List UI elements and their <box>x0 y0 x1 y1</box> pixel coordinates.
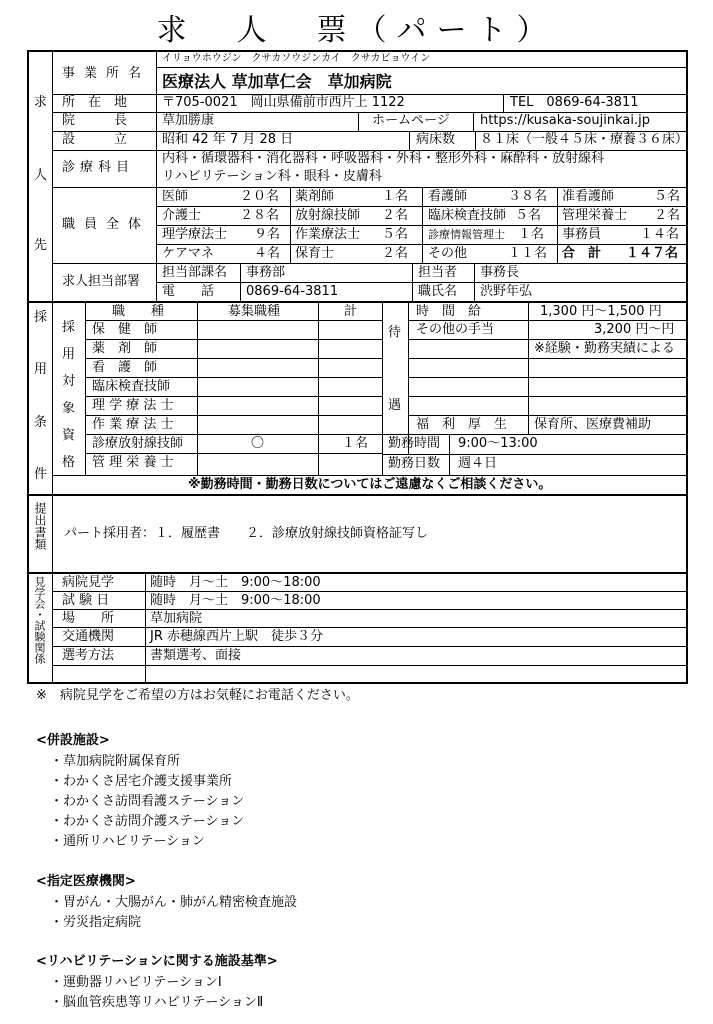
staff-count: １名 <box>382 189 409 204</box>
job-row: 保 健 師 <box>92 322 158 337</box>
list-item: ・通所リハビリテーション <box>50 834 205 849</box>
visit-label: 病院見学 <box>62 575 115 590</box>
side-label-taisho-5: 資 <box>62 428 76 443</box>
staff-count: ５名 <box>654 189 681 204</box>
rehab-heading: <リハビリテーションに関する施設基準> <box>36 954 278 969</box>
staff-count: １４名 <box>640 227 680 242</box>
visit-value: 草加病院 <box>150 611 203 626</box>
visit-value: JR 赤穂線西片上駅 徒歩３分 <box>150 629 323 644</box>
job-row: 薬 剤 師 <box>92 341 158 356</box>
days-label: 勤務日数 <box>388 456 441 471</box>
staff-name: 理学療法士 <box>162 227 228 242</box>
allowance-label: その他の手当 <box>416 322 495 337</box>
welfare-label: 福 利 厚 生 <box>416 417 508 432</box>
office-name-label: 事業所名 <box>62 66 151 81</box>
staff-count: １１名 <box>508 246 548 261</box>
staff-name: 医師 <box>162 189 189 204</box>
treatment-char-2: 遇 <box>388 398 402 413</box>
side-label-saiyo-4: 件 <box>34 467 48 482</box>
beds: ８１床（一般４５床・療養３６床） <box>480 132 689 147</box>
office-kana: イリョウホウジン クサカソウジンカイ クサカビョウイン <box>162 53 431 64</box>
staff-name: 診療情報管理士 <box>428 228 505 241</box>
designated-heading: <指定医療機関> <box>36 874 136 889</box>
job-row: 作 業 療 法 士 <box>92 417 174 432</box>
staff-count: ２名 <box>382 208 409 223</box>
staff-count: ５名 <box>515 208 542 223</box>
staff-count: ２０名 <box>240 189 280 204</box>
hours: 9:00～13:00 <box>458 436 538 451</box>
contact-dept-label: 担当部課名 <box>162 265 228 280</box>
job-row: 管 理 栄 養 士 <box>92 455 174 470</box>
col-job-header: 職 種 <box>112 304 165 319</box>
staff-label: 職員全体 <box>62 217 151 232</box>
visit-label: 選考方法 <box>62 648 115 663</box>
staff-count: ２名 <box>382 246 409 261</box>
visit-label: 場 所 <box>62 611 115 626</box>
job-row: 臨床検査技師 <box>92 379 171 394</box>
page-title: 求 人 票（パート） <box>156 13 557 48</box>
visit-value: 随時 月～土 9:00～18:00 <box>150 593 321 608</box>
director: 草加勝康 <box>162 113 215 128</box>
staff-name: 放射線技師 <box>295 208 361 223</box>
staff-count: ５名 <box>382 227 409 242</box>
staff-name: 看護師 <box>428 189 468 204</box>
side-label-taisho-6: 格 <box>62 455 76 470</box>
homepage-link[interactable]: https://kusaka-soujinkai.jp <box>480 113 650 128</box>
staff-name: その他 <box>428 246 468 261</box>
contact-tel-label: 電 話 <box>162 284 215 299</box>
staff-count: １名 <box>518 227 545 242</box>
staff-total: １４７名 <box>626 246 679 261</box>
staff-count: ２８名 <box>240 208 280 223</box>
side-label-documents: 提出書類 <box>33 502 47 550</box>
welfare: 保育所、医療費補助 <box>534 417 652 432</box>
side-label-saiyo-3: 条 <box>34 415 48 430</box>
staff-name: 介護士 <box>162 208 202 223</box>
wage: 1,300 円～1,500 円 <box>540 304 662 319</box>
departments-label: 診療科目 <box>62 160 135 175</box>
side-label-saiyo-2: 用 <box>34 362 48 377</box>
side-label-taisho-1: 採 <box>62 320 76 335</box>
side-label-kyujin-1: 求 <box>34 95 48 110</box>
list-item: ・労災指定病院 <box>50 915 142 930</box>
staff-count: ９名 <box>254 227 281 242</box>
address-label: 所 在 地 <box>62 95 128 110</box>
days: 週４日 <box>458 456 498 471</box>
job-row: 理 学 療 法 士 <box>92 398 174 413</box>
list-item: ・草加病院附属保育所 <box>50 754 181 769</box>
contact-tel: 0869-64-3811 <box>246 284 339 299</box>
contact-name-label: 職氏名 <box>418 284 458 299</box>
contact-dept: 事務部 <box>246 265 286 280</box>
side-label-kyujin-2: 人 <box>34 168 48 183</box>
side-label-taisho-3: 対 <box>62 374 76 389</box>
list-item: ・わかくさ訪問看護ステーション <box>50 794 245 809</box>
staff-name: 事務員 <box>562 227 602 242</box>
col-count-header: 計 <box>344 304 358 319</box>
documents: パート採用者：１．履歴書 ２．診療放射線技師資格証写し <box>64 526 429 541</box>
staff-name: 管理栄養士 <box>562 208 628 223</box>
staff-name: 臨床検査技師 <box>428 208 507 223</box>
visit-value: 書類選考、面接 <box>150 648 242 663</box>
contact-person: 事務長 <box>480 265 520 280</box>
staff-count: ４名 <box>254 246 281 261</box>
wage-label: 時 間 給 <box>416 304 482 319</box>
office-tel: TEL 0869-64-3811 <box>510 95 639 110</box>
list-item: ・運動器リハビリテーションⅠ <box>50 975 222 990</box>
established-label: 設 立 <box>62 132 128 147</box>
allowance-note: ※経験・勤務実績による <box>534 341 675 356</box>
recruit-count: １名 <box>342 436 369 451</box>
staff-count: ３８名 <box>508 189 548 204</box>
recruit-note: ※勤務時間・勤務日数についてはご遠慮なくご相談ください。 <box>188 477 552 492</box>
visit-label: 試 験 日 <box>62 593 110 608</box>
treatment-char-1: 待 <box>388 325 402 340</box>
job-row: 診療放射線技師 <box>92 436 184 451</box>
staff-name: 保育士 <box>295 246 335 261</box>
contact-label: 求人担当部署 <box>62 274 141 289</box>
hours-label: 勤務時間 <box>388 436 441 451</box>
footnote: ※ 病院見学をご希望の方はお気軽にお電話ください。 <box>36 688 359 703</box>
address: 〒705-0021 岡山県備前市西片上 1122 <box>162 95 405 110</box>
established: 昭和 42 年 7 月 28 日 <box>162 132 294 147</box>
staff-name: 作業療法士 <box>295 227 361 242</box>
col-type-header: 募集職種 <box>228 304 281 319</box>
beds-label: 病床数 <box>416 132 456 147</box>
staff-name: ケアマネ <box>162 246 215 261</box>
facilities-heading: <併設施設> <box>36 733 110 748</box>
staff-name: 薬剤師 <box>295 189 335 204</box>
director-label: 院 長 <box>62 113 128 128</box>
list-item: ・脳血管疾患等リハビリテーションⅡ <box>50 995 264 1010</box>
allowance: 3,200 円～円 <box>594 322 675 337</box>
office-name: 医療法人 草加草仁会 草加病院 <box>162 72 392 91</box>
contact-person-label: 担当者 <box>418 265 458 280</box>
staff-count: ２名 <box>654 208 681 223</box>
recruit-mark: 〇 <box>251 436 265 451</box>
job-row: 看 護 師 <box>92 360 158 375</box>
departments-line-2: リハビリテーション科・眼科・皮膚科 <box>162 169 382 184</box>
side-label-taisho-4: 象 <box>62 401 76 416</box>
list-item: ・わかくさ居宅介護支援事業所 <box>50 774 233 789</box>
side-label-kyujin-3: 先 <box>34 238 48 253</box>
side-label-saiyo-1: 採 <box>34 310 48 325</box>
visit-value: 随時 月～土 9:00～18:00 <box>150 575 321 590</box>
staff-total-label: 合 計 <box>562 246 602 261</box>
side-label-taisho-2: 用 <box>62 347 76 362</box>
departments-line-1: 内科・循環器科・消化器科・呼吸器科・外科・整形外科・麻酔科・放射線科 <box>162 151 605 166</box>
contact-name: 渋野年弘 <box>480 284 533 299</box>
homepage-label: ホームページ <box>372 113 450 128</box>
list-item: ・胃がん・大腸がん・肺がん精密検査施設 <box>50 895 298 910</box>
staff-name: 准看護師 <box>562 189 615 204</box>
side-label-visit: 見学会・試験関係 <box>33 576 46 664</box>
list-item: ・わかくさ訪問介護ステーション <box>50 814 245 829</box>
visit-label: 交通機関 <box>62 629 115 644</box>
